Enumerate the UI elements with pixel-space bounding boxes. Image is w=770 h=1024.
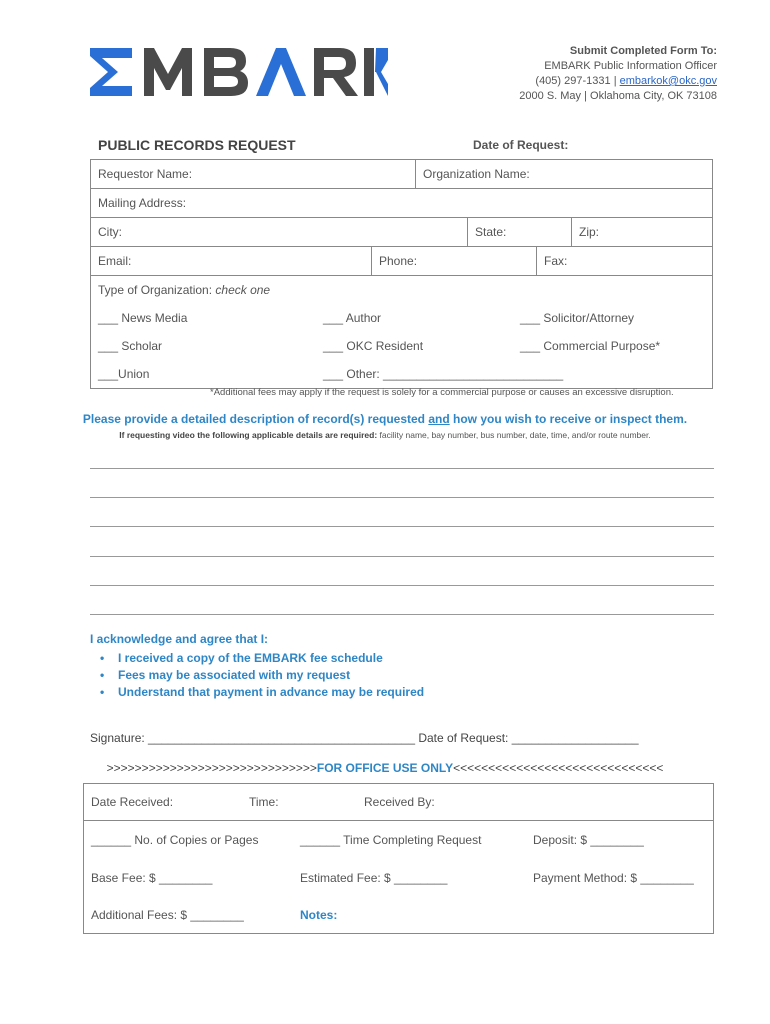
option-author[interactable]: ___ Author xyxy=(323,311,382,325)
office-use-box xyxy=(83,783,714,934)
list-item: • Fees may be associated with my request xyxy=(118,667,424,684)
base-fee-field[interactable]: Base Fee: $ ________ xyxy=(91,871,213,885)
fax-label: Fax: xyxy=(544,254,568,268)
estimated-fee-field[interactable]: Estimated Fee: $ ________ xyxy=(300,871,448,885)
description-line[interactable] xyxy=(90,585,714,586)
option-commercial[interactable]: ___ Commercial Purpose* xyxy=(520,339,661,353)
option-union[interactable]: ___Union xyxy=(98,367,150,381)
banner-title: FOR OFFICE USE ONLY xyxy=(316,761,454,775)
row-mailing xyxy=(91,189,712,218)
instr-pre: Please provide a detailed description of record(s) requested xyxy=(82,412,429,426)
list-item: • I received a copy of the EMBARK fee schedule xyxy=(118,650,424,667)
requestor-name-field[interactable] xyxy=(91,160,416,188)
row-contact xyxy=(91,247,712,276)
instr-post: how you wish to receive or inspect them. xyxy=(449,412,688,426)
video-instructions xyxy=(0,430,770,440)
zip-field[interactable] xyxy=(571,218,712,246)
option-news-media[interactable]: ___ News Media xyxy=(98,311,188,325)
option-other[interactable]: ___ Other: ___________________________ xyxy=(323,367,564,381)
description-line[interactable] xyxy=(90,614,714,615)
zip-label: Zip: xyxy=(579,225,600,239)
description-line[interactable] xyxy=(90,526,714,527)
form-title: PUBLIC RECORDS REQUEST xyxy=(98,137,296,153)
time-label: Time: xyxy=(249,795,279,809)
notes-label: Notes: xyxy=(300,908,338,922)
acknowledge-list xyxy=(118,650,424,701)
option-solicitor[interactable]: ___ Solicitor/Attorney xyxy=(520,311,635,325)
video-bold: If requesting video the following applicable details are required: xyxy=(119,430,378,440)
video-rest: facility name, bay number, bus number, date, time, and/or route number. xyxy=(377,430,651,440)
banner-arrows-right: <<<<<<<<<<<<<<<<<<<<<<<<<<<<<< xyxy=(453,761,664,775)
date-received-label: Date Received: xyxy=(91,795,174,809)
acknowledge-heading: I acknowledge and agree that I: xyxy=(90,632,269,646)
organization-type-block xyxy=(91,276,712,388)
email-label: Email: xyxy=(98,254,132,268)
date-of-request-label[interactable]: Date of Request: xyxy=(473,138,569,152)
fax-field[interactable] xyxy=(536,247,712,275)
fees-note: *Additional fees may apply if the request is solely for a commercial purpose or causes an excessive disruption. xyxy=(210,387,674,398)
description-line[interactable] xyxy=(90,468,714,469)
deposit-field[interactable]: Deposit: $ ________ xyxy=(533,833,644,847)
submit-to-block xyxy=(519,44,717,104)
type-label-text: Type of Organization: xyxy=(98,283,216,297)
city-label: City: xyxy=(98,225,122,239)
city-field[interactable] xyxy=(91,218,467,246)
row-names xyxy=(91,160,712,189)
row-city xyxy=(91,218,712,247)
type-hint: check one xyxy=(215,283,271,297)
organization-name-label: Organization Name: xyxy=(423,167,530,181)
state-label: State: xyxy=(475,225,507,239)
option-okc-resident[interactable]: ___ OKC Resident xyxy=(323,339,424,353)
phone-field[interactable] xyxy=(371,247,536,275)
submit-title: Submit Completed Form To: xyxy=(569,45,717,57)
phone-label: Phone: xyxy=(379,254,418,268)
description-line[interactable] xyxy=(90,497,714,498)
office-use-banner xyxy=(0,761,770,775)
copies-field[interactable]: ______ No. of Copies or Pages xyxy=(91,833,259,847)
state-field[interactable] xyxy=(467,218,571,246)
email-link[interactable]: embarkok@okc.gov xyxy=(619,75,717,87)
submit-officer: EMBARK Public Information Officer xyxy=(544,60,717,72)
mailing-address-label: Mailing Address: xyxy=(98,196,187,210)
signature-line[interactable]: Signature: ________________________________________ Date of Request: ___________________ xyxy=(90,731,639,745)
requestor-name-label: Requestor Name: xyxy=(98,167,193,181)
request-form-table xyxy=(90,159,713,389)
submit-contact xyxy=(519,74,717,89)
organization-type-label xyxy=(98,283,270,297)
description-instructions xyxy=(0,412,770,426)
description-line[interactable] xyxy=(90,556,714,557)
submit-address: 2000 S. May | Oklahoma City, OK 73108 xyxy=(519,90,717,102)
embark-logo xyxy=(88,44,388,100)
received-by-label: Received By: xyxy=(364,795,435,809)
list-item: • Understand that payment in advance may be required xyxy=(118,684,424,701)
mailing-address-field[interactable] xyxy=(91,189,712,217)
additional-fees-field[interactable]: Additional Fees: $ ________ xyxy=(91,908,244,922)
instr-and: and xyxy=(428,412,450,426)
organization-name-field[interactable] xyxy=(415,160,712,188)
option-scholar[interactable]: ___ Scholar xyxy=(98,339,163,353)
submit-phone: (405) 297-1331 xyxy=(535,75,611,87)
time-completing-field[interactable]: ______ Time Completing Request xyxy=(300,833,482,847)
office-header-row xyxy=(84,784,713,821)
banner-arrows-left: >>>>>>>>>>>>>>>>>>>>>>>>>>>>>> xyxy=(106,761,317,775)
payment-method-field[interactable]: Payment Method: $ ________ xyxy=(533,871,694,885)
separator: | xyxy=(610,75,620,87)
email-field[interactable] xyxy=(91,247,371,275)
